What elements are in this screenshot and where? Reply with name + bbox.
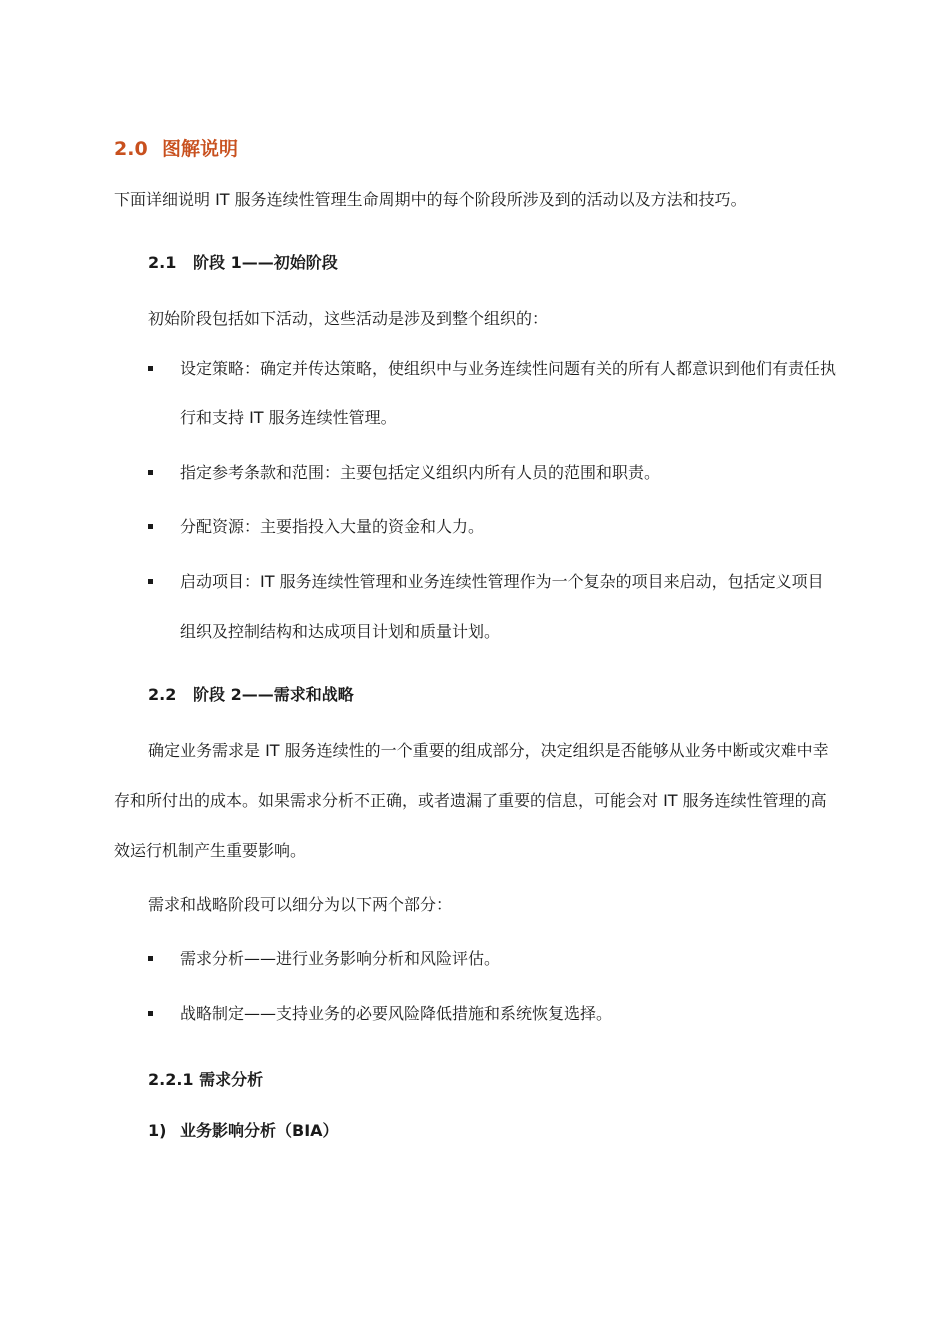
- list-item: 设定策略：确定并传达策略，使组织中与业务连续性问题有关的所有人都意识到他们有责任执: [180, 359, 837, 378]
- list-item: 分配资源：主要指投入大量的资金和人力。: [180, 517, 485, 536]
- subsection-title: 阶段 1——初始阶段: [193, 253, 338, 272]
- numbered-heading-title: 业务影响分析（BIA）: [180, 1121, 339, 1140]
- list-item-continuation: 行和支持 IT 服务连续性管理。: [180, 408, 397, 427]
- body-paragraph-line: 效运行机制产生重要影响。: [114, 841, 307, 860]
- bullet-marker: [148, 956, 153, 961]
- subsection-number: 2.2: [148, 685, 177, 704]
- lead-paragraph: 需求和战略阶段可以细分为以下两个部分：: [148, 895, 453, 914]
- bullet-marker: [148, 524, 153, 529]
- numbered-heading: [148, 1118, 339, 1141]
- list-item: 指定参考条款和范围：主要包括定义组织内所有人员的范围和职责。: [180, 463, 661, 482]
- bullet-marker: [148, 470, 153, 475]
- body-paragraph-line: 确定业务需求是 IT 服务连续性的一个重要的组成部分，决定组织是否能够从业务中断或灾难中幸: [148, 741, 829, 760]
- section-title: 图解说明: [162, 138, 239, 160]
- intro-paragraph: 下面详细说明 IT 服务连续性管理生命周期中的每个阶段所涉及到的活动以及方法和技巧。: [114, 190, 747, 209]
- subsection-title: 阶段 2——需求和战略: [193, 685, 354, 704]
- subsubsection-heading: 2.2.1 需求分析: [148, 1070, 264, 1089]
- body-paragraph-line: 存和所付出的成本。如果需求分析不正确，或者遗漏了重要的信息，可能会对 IT 服务连续性管理的高: [114, 791, 827, 810]
- section-number: 2.0: [114, 138, 148, 160]
- subsection-heading: [148, 250, 338, 273]
- subsection-number: 2.1: [148, 253, 177, 272]
- list-item: 启动项目：IT 服务连续性管理和业务连续性管理作为一个复杂的项目来启动，包括定义项目: [180, 572, 824, 591]
- bullet-marker: [148, 366, 153, 371]
- numbered-heading-number: 1): [148, 1121, 167, 1140]
- section-heading: [114, 134, 238, 161]
- list-item: 需求分析——进行业务影响分析和风险评估。: [180, 949, 501, 968]
- list-item-continuation: 组织及控制结构和达成项目计划和质量计划。: [180, 622, 501, 641]
- bullet-marker: [148, 1011, 153, 1016]
- lead-paragraph: 初始阶段包括如下活动，这些活动是涉及到整个组织的：: [148, 309, 549, 328]
- subsection-heading: [148, 682, 354, 705]
- list-item: 战略制定——支持业务的必要风险降低措施和系统恢复选择。: [180, 1004, 613, 1023]
- bullet-marker: [148, 579, 153, 584]
